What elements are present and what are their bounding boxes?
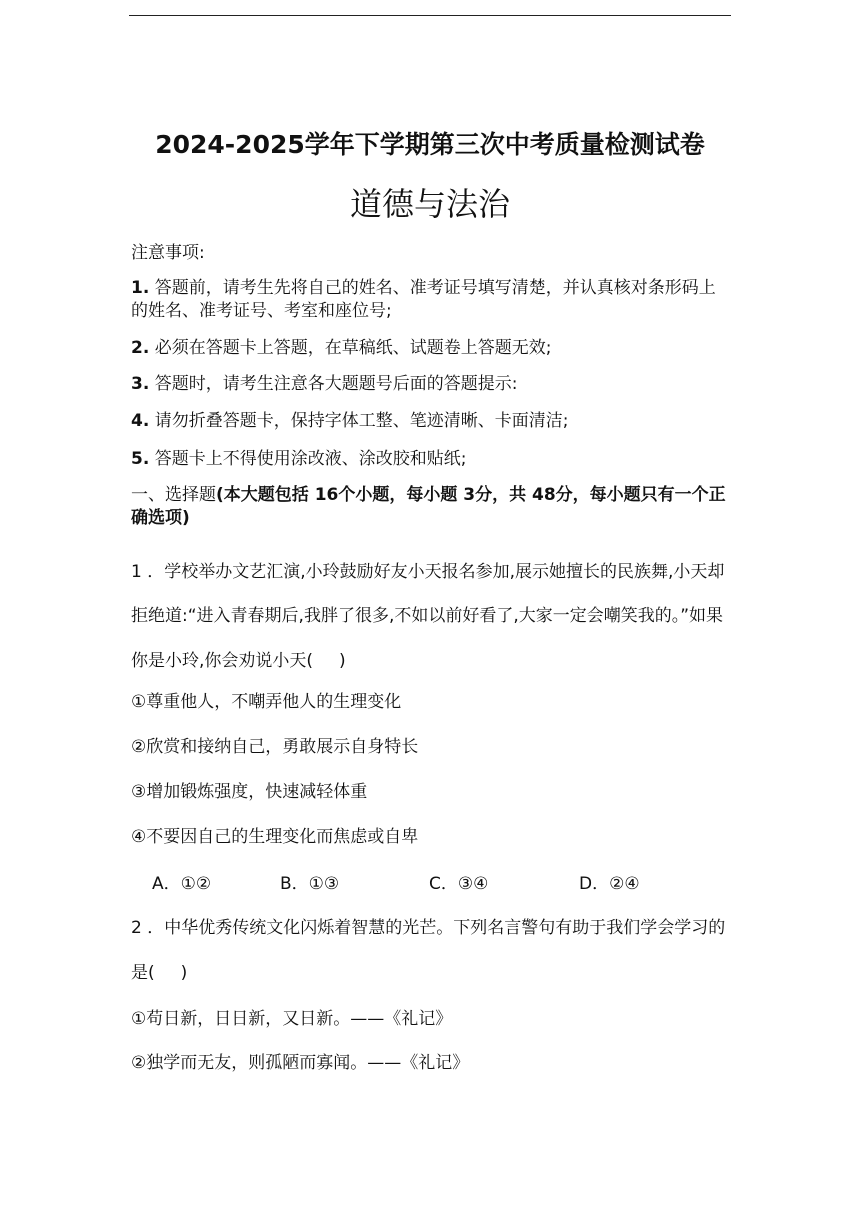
note-text: 答题卡上不得使用涂改液、涂改胶和贴纸; — [149, 449, 467, 469]
question-1-line-3 — [131, 650, 346, 672]
note-item-3 — [131, 373, 517, 395]
section-instructions-cont: 确选项) — [131, 508, 190, 528]
header-rule — [129, 15, 731, 16]
note-text: 答题时，请考生注意各大题题号后面的答题提示: — [149, 374, 518, 394]
question-2-statement-1: ①苟日新，日日新，又日新。——《礼记》 — [131, 1009, 453, 1029]
section-label: 一、选择题 — [131, 485, 216, 505]
question-1-statement-1: ①尊重他人，不嘲弄他人的生理变化 — [131, 692, 402, 712]
question-1-line-1: 1 ．学校举办文艺汇演,小玲鼓励好友小天报名参加,展示她擅长的民族舞,小天却 — [131, 562, 725, 582]
question-1-statement-4: ④不要因自己的生理变化而焦虑或自卑 — [131, 827, 419, 847]
question-1-stem-end: 你是小玲,你会劝说小天( — [131, 651, 314, 671]
note-item-1-cont: 的姓名、准考证号、考室和座位号; — [131, 301, 392, 321]
note-item-5 — [131, 448, 466, 470]
question-2-stem-end: 是( — [131, 963, 155, 983]
note-text: 必须在答题卡上答题，在草稿纸、试题卷上答题无效; — [149, 338, 552, 358]
note-number: 2. — [131, 338, 150, 358]
question-1-line-2: 拒绝道:“进入青春期后,我胖了很多,不如以前好看了,大家一定会嘲笑我的。”如果 — [131, 606, 724, 626]
answer-bracket: ) — [339, 651, 346, 671]
answer-bracket: ) — [180, 963, 188, 983]
subject-title: 道德与法治 — [349, 185, 510, 223]
note-number: 1. — [131, 278, 150, 298]
question-2-line-2 — [131, 962, 187, 984]
question-1-option-d: D．②④ — [579, 874, 640, 894]
section-instructions: (本大题包括 16个小题，每小题 3分，共 48分，每小题只有一个正 — [216, 485, 726, 505]
note-number: 4. — [131, 411, 150, 431]
question-1-option-b: B．①③ — [280, 874, 340, 894]
notes-heading: 注意事项: — [131, 243, 205, 263]
note-item-1 — [131, 277, 716, 299]
note-item-2 — [131, 337, 551, 359]
note-item-4 — [131, 410, 568, 432]
note-text: 请勿折叠答题卡，保持字体工整、笔迹清晰、卡面清洁; — [149, 411, 569, 431]
note-number: 5. — [131, 449, 150, 469]
question-1-option-c: C．③④ — [429, 874, 489, 894]
question-2-line-1: 2 ．中华优秀传统文化闪烁着智慧的光芒。下列名言警句有助于我们学会学习的 — [131, 918, 726, 938]
note-number: 3. — [131, 374, 150, 394]
question-1-statement-2: ②欣赏和接纳自己，勇敢展示自身特长 — [131, 737, 419, 757]
question-2-statement-2: ②独学而无友，则孤陋而寡闻。——《礼记》 — [131, 1053, 470, 1073]
note-text: 答题前，请考生先将自己的姓名、准考证号填写清楚，并认真核对条形码上 — [149, 278, 716, 298]
question-1-statement-3: ③增加锻炼强度，快速减轻体重 — [131, 782, 368, 802]
exam-title: 2024-2025学年下学期第三次中考质量检测试卷 — [155, 130, 705, 159]
section-heading — [131, 484, 726, 506]
question-1-option-a: A．①② — [152, 874, 212, 894]
